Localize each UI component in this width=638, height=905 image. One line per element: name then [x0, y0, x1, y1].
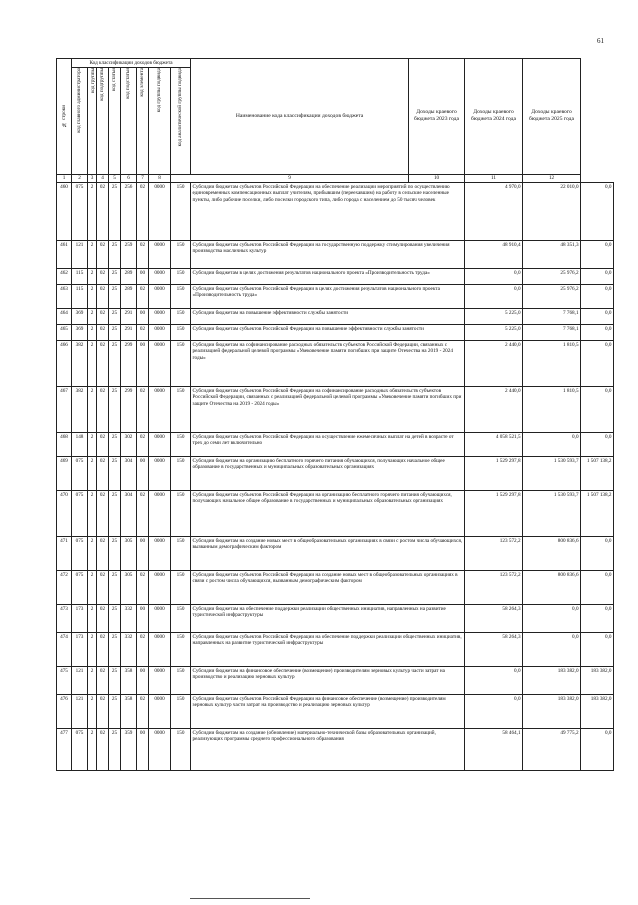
- code-cell: 02: [137, 387, 149, 433]
- code-cell: 289: [121, 285, 137, 309]
- code-cell: 25: [109, 341, 121, 387]
- amount-2024-cell: 0,0: [523, 433, 581, 457]
- code-cell: 02: [97, 605, 109, 633]
- code-cell: 25: [109, 729, 121, 771]
- code-cell: 02: [97, 633, 109, 667]
- code-cell: 0000: [149, 325, 171, 341]
- name-cell: Субсидии бюджетам на обеспечение поддержки реализации общественных инициатив, направленных на развитие туристической инфраструктуры: [191, 605, 465, 633]
- name-cell: Субсидии бюджетам субъектов Российской Федерации на софинансирование расходных обязательств субъектов Российской Федерации, связанных с реализацией федеральной целевой программы «Увековечение памяти погибших при защите Отечества на 2019 - 2024 годы»: [191, 387, 465, 433]
- amount-2023-cell: 2 440,0: [465, 387, 523, 433]
- amount-2025-cell: 0,0: [581, 325, 614, 341]
- code-cell: 25: [109, 387, 121, 433]
- code-cell: 075: [72, 183, 88, 241]
- name-cell: Субсидии бюджетам субъектов Российской Федерации на государственную поддержку стимулирования увеличения производства масличных культур: [191, 241, 465, 269]
- column-numbers-row: [57, 174, 614, 183]
- row-number-cell: 467: [57, 387, 72, 433]
- table-row: [57, 183, 614, 241]
- name-cell: Субсидии бюджетам на создание (обновление) материально-технической базы образовательных организаций, реализующих программы среднего профессионального образования: [191, 729, 465, 771]
- amount-2025-cell: 0,0: [581, 571, 614, 605]
- code-cell: 332: [121, 633, 137, 667]
- code-cell: 173: [72, 633, 88, 667]
- code-cell: 358: [121, 695, 137, 729]
- amount-2023-cell: 58 464,1: [465, 729, 523, 771]
- amount-2025-cell: 0,0: [581, 537, 614, 571]
- row-number-cell: 472: [57, 571, 72, 605]
- code-cell: 304: [121, 457, 137, 491]
- code-cell: 382: [72, 341, 88, 387]
- table-row: [57, 729, 614, 771]
- name-cell: Субсидии бюджетам на создание новых мест в общеобразовательных организациях в связи с ростом числа обучающихся, вызванным демографическим фактором: [191, 537, 465, 571]
- code-cell: 0000: [149, 433, 171, 457]
- table-row: [57, 633, 614, 667]
- code-cell: 369: [72, 325, 88, 341]
- code-cell: 02: [97, 387, 109, 433]
- row-number-cell: 463: [57, 285, 72, 309]
- code-cell: 25: [109, 571, 121, 605]
- amount-2023-cell: 0,0: [465, 269, 523, 285]
- code-cell: 2: [88, 571, 97, 605]
- code-cell: 2: [88, 285, 97, 309]
- row-number-cell: 473: [57, 605, 72, 633]
- code-cell: 121: [72, 241, 88, 269]
- code-cell: 02: [97, 341, 109, 387]
- header-2025: Доходы краевого бюджета 2025 года: [523, 59, 581, 175]
- column-number: 11: [465, 174, 523, 183]
- header-2024: Доходы краевого бюджета 2024 года: [465, 59, 523, 175]
- code-cell: 2: [88, 183, 97, 241]
- table-row: [57, 285, 614, 309]
- code-cell: 2: [88, 433, 97, 457]
- amount-2024-cell: 1 530 593,7: [523, 491, 581, 537]
- amount-2023-cell: 123 572,2: [465, 537, 523, 571]
- header-subgroup: код подгруппы: [97, 67, 109, 174]
- table-row: [57, 457, 614, 491]
- code-cell: 150: [171, 729, 191, 771]
- code-cell: 115: [72, 269, 88, 285]
- amount-2023-cell: 2 440,0: [465, 341, 523, 387]
- amount-2025-cell: 1 507 138,2: [581, 491, 614, 537]
- amount-2023-cell: 0,0: [465, 285, 523, 309]
- header-2023: Доходы краевого бюджета 2023 года: [409, 59, 465, 175]
- code-cell: 2: [88, 387, 97, 433]
- amount-2024-cell: 22 010,0: [523, 183, 581, 241]
- amount-2025-cell: 183 382,0: [581, 695, 614, 729]
- code-cell: 369: [72, 309, 88, 325]
- row-number-cell: 469: [57, 457, 72, 491]
- code-cell: 02: [137, 433, 149, 457]
- amount-2023-cell: 4 058 521,5: [465, 433, 523, 457]
- amount-2025-cell: 183 382,0: [581, 667, 614, 695]
- code-cell: 25: [109, 605, 121, 633]
- row-number-cell: 468: [57, 433, 72, 457]
- code-cell: 02: [137, 241, 149, 269]
- amount-2023-cell: 0,0: [465, 667, 523, 695]
- header-article: код статьи: [109, 67, 121, 174]
- name-cell: Субсидии бюджетам в целях достижения результатов национального проекта «Производительность труда»: [191, 269, 465, 285]
- row-number-cell: 477: [57, 729, 72, 771]
- footer-rule: [190, 898, 310, 899]
- code-cell: 0000: [149, 729, 171, 771]
- code-cell: 075: [72, 537, 88, 571]
- column-number: 1: [57, 174, 72, 183]
- code-cell: 02: [97, 537, 109, 571]
- code-cell: 299: [121, 341, 137, 387]
- amount-2024-cell: 1 810,5: [523, 387, 581, 433]
- amount-2024-cell: 183 382,0: [523, 667, 581, 695]
- amount-2025-cell: 1 507 138,2: [581, 457, 614, 491]
- code-cell: 02: [137, 633, 149, 667]
- amount-2024-cell: 1 810,5: [523, 341, 581, 387]
- column-number: 7: [137, 174, 149, 183]
- code-cell: 02: [97, 571, 109, 605]
- code-cell: 150: [171, 325, 191, 341]
- code-cell: 121: [72, 695, 88, 729]
- code-cell: 25: [109, 537, 121, 571]
- code-cell: 25: [109, 269, 121, 285]
- code-cell: 150: [171, 433, 191, 457]
- code-cell: 02: [97, 325, 109, 341]
- code-cell: 256: [121, 183, 137, 241]
- code-cell: 00: [137, 729, 149, 771]
- table-row: [57, 341, 614, 387]
- amount-2024-cell: 25 976,2: [523, 285, 581, 309]
- code-cell: 02: [137, 571, 149, 605]
- amount-2024-cell: 25 976,2: [523, 269, 581, 285]
- code-cell: 02: [97, 667, 109, 695]
- code-cell: 291: [121, 325, 137, 341]
- row-number-cell: 474: [57, 633, 72, 667]
- code-cell: 2: [88, 241, 97, 269]
- code-cell: 150: [171, 571, 191, 605]
- table-row: [57, 667, 614, 695]
- code-cell: 02: [97, 285, 109, 309]
- amount-2025-cell: 0,0: [581, 309, 614, 325]
- code-cell: 150: [171, 387, 191, 433]
- code-cell: 305: [121, 537, 137, 571]
- code-cell: 150: [171, 341, 191, 387]
- code-cell: 2: [88, 457, 97, 491]
- name-cell: Субсидии бюджетам субъектов Российской Федерации на финансовое обеспечение (возмещение) производителям зерновых культур части затрат на производство и реализацию зерновых культур: [191, 695, 465, 729]
- name-cell: Субсидии бюджетам субъектов Российской Федерации в целях достижения результатов национального проекта «Производительность труда»: [191, 285, 465, 309]
- table-body: [57, 183, 614, 771]
- header-row-top: [57, 59, 614, 68]
- code-cell: 2: [88, 729, 97, 771]
- code-cell: 0000: [149, 309, 171, 325]
- name-cell: Субсидии бюджетам на повышение эффективности службы занятости: [191, 309, 465, 325]
- code-cell: 150: [171, 457, 191, 491]
- amount-2025-cell: 0,0: [581, 241, 614, 269]
- header-admin: код главного администратора: [72, 67, 88, 174]
- code-cell: 150: [171, 285, 191, 309]
- code-cell: 0000: [149, 695, 171, 729]
- code-cell: 259: [121, 241, 137, 269]
- amount-2025-cell: 0,0: [581, 729, 614, 771]
- table-row: [57, 309, 614, 325]
- code-cell: 2: [88, 309, 97, 325]
- code-cell: 2: [88, 695, 97, 729]
- amount-2024-cell: 800 836,6: [523, 571, 581, 605]
- amount-2023-cell: 48 910,4: [465, 241, 523, 269]
- amount-2025-cell: 0,0: [581, 433, 614, 457]
- code-cell: 0000: [149, 285, 171, 309]
- code-cell: 150: [171, 537, 191, 571]
- code-cell: 289: [121, 269, 137, 285]
- name-cell: Субсидии бюджетам субъектов Российской Федерации на обеспечение поддержки реализации общественных инициатив, направленных на развитие туристической инфраструктуры: [191, 633, 465, 667]
- code-cell: 25: [109, 667, 121, 695]
- code-cell: 2: [88, 269, 97, 285]
- code-cell: 00: [137, 667, 149, 695]
- code-cell: 150: [171, 183, 191, 241]
- table-row: [57, 695, 614, 729]
- amount-2024-cell: 1 530 593,7: [523, 457, 581, 491]
- row-number-cell: 461: [57, 241, 72, 269]
- code-cell: 0000: [149, 387, 171, 433]
- code-cell: 075: [72, 571, 88, 605]
- code-cell: 358: [121, 667, 137, 695]
- column-number: 4: [97, 174, 109, 183]
- code-cell: 02: [97, 457, 109, 491]
- code-cell: 02: [97, 695, 109, 729]
- header-element: код элемента: [137, 67, 149, 174]
- table-row: [57, 537, 614, 571]
- code-cell: 00: [137, 537, 149, 571]
- code-cell: 150: [171, 309, 191, 325]
- column-number: 3: [88, 174, 97, 183]
- code-cell: 150: [171, 241, 191, 269]
- code-cell: 02: [97, 183, 109, 241]
- code-cell: 0000: [149, 605, 171, 633]
- row-number-cell: 460: [57, 183, 72, 241]
- code-cell: 00: [137, 457, 149, 491]
- code-cell: 359: [121, 729, 137, 771]
- name-cell: Субсидии бюджетам субъектов Российской Федерации на обеспечение реализации мероприятий по осуществлению единовременных компенсационных выплат учителям, прибывшим (переехавшим) на работу в сельские населенные пункты, либо рабочие поселки, либо поселки городского типа, либо города с населением до 50 тысяч человек: [191, 183, 465, 241]
- column-number: 5: [109, 174, 121, 183]
- amount-2025-cell: 0,0: [581, 285, 614, 309]
- table-row: [57, 269, 614, 285]
- page-number: 61: [597, 37, 604, 45]
- amount-2024-cell: 49 775,2: [523, 729, 581, 771]
- code-cell: 075: [72, 491, 88, 537]
- table-row: [57, 387, 614, 433]
- code-cell: 25: [109, 241, 121, 269]
- code-cell: 0000: [149, 633, 171, 667]
- code-cell: 25: [109, 325, 121, 341]
- header-row-no: № строки: [57, 59, 72, 175]
- code-cell: 2: [88, 491, 97, 537]
- code-cell: 0000: [149, 491, 171, 537]
- name-cell: Субсидии бюджетам на софинансирование расходных обязательств субъектов Российской Федерации, связанных с реализацией федеральной целевой программы «Увековечение памяти погибших при защите Отечества на 2019 - 2024 годы»: [191, 341, 465, 387]
- code-cell: 02: [137, 491, 149, 537]
- column-number: 2: [72, 174, 88, 183]
- code-cell: 02: [97, 269, 109, 285]
- amount-2025-cell: 0,0: [581, 605, 614, 633]
- code-cell: 25: [109, 285, 121, 309]
- amount-2025-cell: 0,0: [581, 387, 614, 433]
- code-cell: 02: [137, 695, 149, 729]
- amount-2024-cell: 183 382,0: [523, 695, 581, 729]
- code-cell: 332: [121, 605, 137, 633]
- code-cell: 115: [72, 285, 88, 309]
- header-name: Наименование кода классификации доходов бюджета: [191, 59, 409, 175]
- row-number-cell: 464: [57, 309, 72, 325]
- amount-2023-cell: 4 970,0: [465, 183, 523, 241]
- code-cell: 02: [97, 729, 109, 771]
- name-cell: Субсидии бюджетам на финансовое обеспечение (возмещение) производителям зерновых культур части затрат на производство и реализацию зерновых культур: [191, 667, 465, 695]
- code-cell: 25: [109, 457, 121, 491]
- code-cell: 0000: [149, 183, 171, 241]
- name-cell: Субсидии бюджетам субъектов Российской Федерации на осуществление ежемесячных выплат на детей в возрасте от трех до семи лет включительно: [191, 433, 465, 457]
- code-cell: 148: [72, 433, 88, 457]
- code-cell: 2: [88, 667, 97, 695]
- amount-2023-cell: 123 572,2: [465, 571, 523, 605]
- name-cell: Субсидии бюджетам на организацию бесплатного горячего питания обучающихся, получающих начальное общее образование в государственных и муниципальных образовательных организациях: [191, 457, 465, 491]
- row-number-cell: 476: [57, 695, 72, 729]
- code-cell: 291: [121, 309, 137, 325]
- code-cell: 2: [88, 537, 97, 571]
- amount-2024-cell: 48 351,3: [523, 241, 581, 269]
- code-cell: 0000: [149, 537, 171, 571]
- table-row: [57, 491, 614, 537]
- header-classification-group: Код классификации доходов бюджета: [72, 59, 191, 68]
- amount-2024-cell: 0,0: [523, 633, 581, 667]
- code-cell: 150: [171, 667, 191, 695]
- code-cell: 25: [109, 309, 121, 325]
- table-row: [57, 433, 614, 457]
- table-row: [57, 241, 614, 269]
- column-number: 8: [149, 174, 171, 183]
- column-number: 10: [409, 174, 465, 183]
- code-cell: 02: [97, 433, 109, 457]
- name-cell: Субсидии бюджетам субъектов Российской Федерации на создание новых мест в общеобразовательных организациях в связи с ростом числа обучающихся, вызванным демографическим фактором: [191, 571, 465, 605]
- code-cell: 382: [72, 387, 88, 433]
- code-cell: 2: [88, 605, 97, 633]
- code-cell: 02: [137, 285, 149, 309]
- amount-2025-cell: 0,0: [581, 341, 614, 387]
- code-cell: 075: [72, 457, 88, 491]
- code-cell: 173: [72, 605, 88, 633]
- amount-2024-cell: 7 768,1: [523, 309, 581, 325]
- amount-2023-cell: 58 264,3: [465, 633, 523, 667]
- table-row: [57, 605, 614, 633]
- row-number-cell: 471: [57, 537, 72, 571]
- column-number: 12: [523, 174, 581, 183]
- table-row: [57, 325, 614, 341]
- code-cell: 299: [121, 387, 137, 433]
- amount-2025-cell: 0,0: [581, 633, 614, 667]
- row-number-cell: 475: [57, 667, 72, 695]
- name-cell: Субсидии бюджетам субъектов Российской Федерации на повышение эффективности службы занятости: [191, 325, 465, 341]
- code-cell: 2: [88, 341, 97, 387]
- code-cell: 2: [88, 325, 97, 341]
- code-cell: 150: [171, 269, 191, 285]
- code-cell: 25: [109, 183, 121, 241]
- code-cell: 150: [171, 695, 191, 729]
- amount-2025-cell: 0,0: [581, 183, 614, 241]
- code-cell: 0000: [149, 457, 171, 491]
- code-cell: 302: [121, 433, 137, 457]
- code-cell: 0000: [149, 667, 171, 695]
- code-cell: 02: [97, 309, 109, 325]
- amount-2023-cell: 1 529 297,8: [465, 491, 523, 537]
- name-cell: Субсидии бюджетам субъектов Российской Федерации на организацию бесплатного горячего питания обучающихся, получающих начальное общее образование в государственных и муниципальных образовательных организациях: [191, 491, 465, 537]
- column-number: 6: [121, 174, 137, 183]
- code-cell: 150: [171, 605, 191, 633]
- amount-2025-cell: 0,0: [581, 269, 614, 285]
- code-cell: 02: [137, 325, 149, 341]
- row-number-cell: 470: [57, 491, 72, 537]
- code-cell: 00: [137, 605, 149, 633]
- table-row: [57, 571, 614, 605]
- code-cell: 0000: [149, 571, 171, 605]
- code-cell: 00: [137, 269, 149, 285]
- row-number-cell: 462: [57, 269, 72, 285]
- code-cell: 0000: [149, 269, 171, 285]
- code-cell: 02: [97, 241, 109, 269]
- header-subtype-group: код группы подвида: [149, 67, 171, 174]
- code-cell: 25: [109, 633, 121, 667]
- column-number: 9: [171, 174, 409, 183]
- code-cell: 25: [109, 433, 121, 457]
- code-cell: 0000: [149, 241, 171, 269]
- amount-2024-cell: 0,0: [523, 605, 581, 633]
- code-cell: 00: [137, 309, 149, 325]
- code-cell: 150: [171, 633, 191, 667]
- amount-2023-cell: 58 264,3: [465, 605, 523, 633]
- header-subarticle: код подстатьи: [121, 67, 137, 174]
- amount-2023-cell: 5 225,0: [465, 325, 523, 341]
- code-cell: 0000: [149, 341, 171, 387]
- code-cell: 304: [121, 491, 137, 537]
- header-analytic-group: код аналитической группы подвида: [171, 67, 191, 174]
- amount-2024-cell: 800 836,6: [523, 537, 581, 571]
- amount-2023-cell: 0,0: [465, 695, 523, 729]
- code-cell: 00: [137, 341, 149, 387]
- code-cell: 2: [88, 633, 97, 667]
- amount-2023-cell: 5 225,0: [465, 309, 523, 325]
- amount-2023-cell: 1 529 297,8: [465, 457, 523, 491]
- code-cell: 305: [121, 571, 137, 605]
- code-cell: 25: [109, 695, 121, 729]
- code-cell: 02: [97, 491, 109, 537]
- code-cell: 25: [109, 491, 121, 537]
- header-group: код группы: [88, 67, 97, 174]
- code-cell: 02: [137, 183, 149, 241]
- code-cell: 075: [72, 729, 88, 771]
- amount-2024-cell: 7 768,1: [523, 325, 581, 341]
- code-cell: 150: [171, 491, 191, 537]
- revenue-table: [56, 58, 614, 771]
- code-cell: 121: [72, 667, 88, 695]
- row-number-cell: 466: [57, 341, 72, 387]
- row-number-cell: 465: [57, 325, 72, 341]
